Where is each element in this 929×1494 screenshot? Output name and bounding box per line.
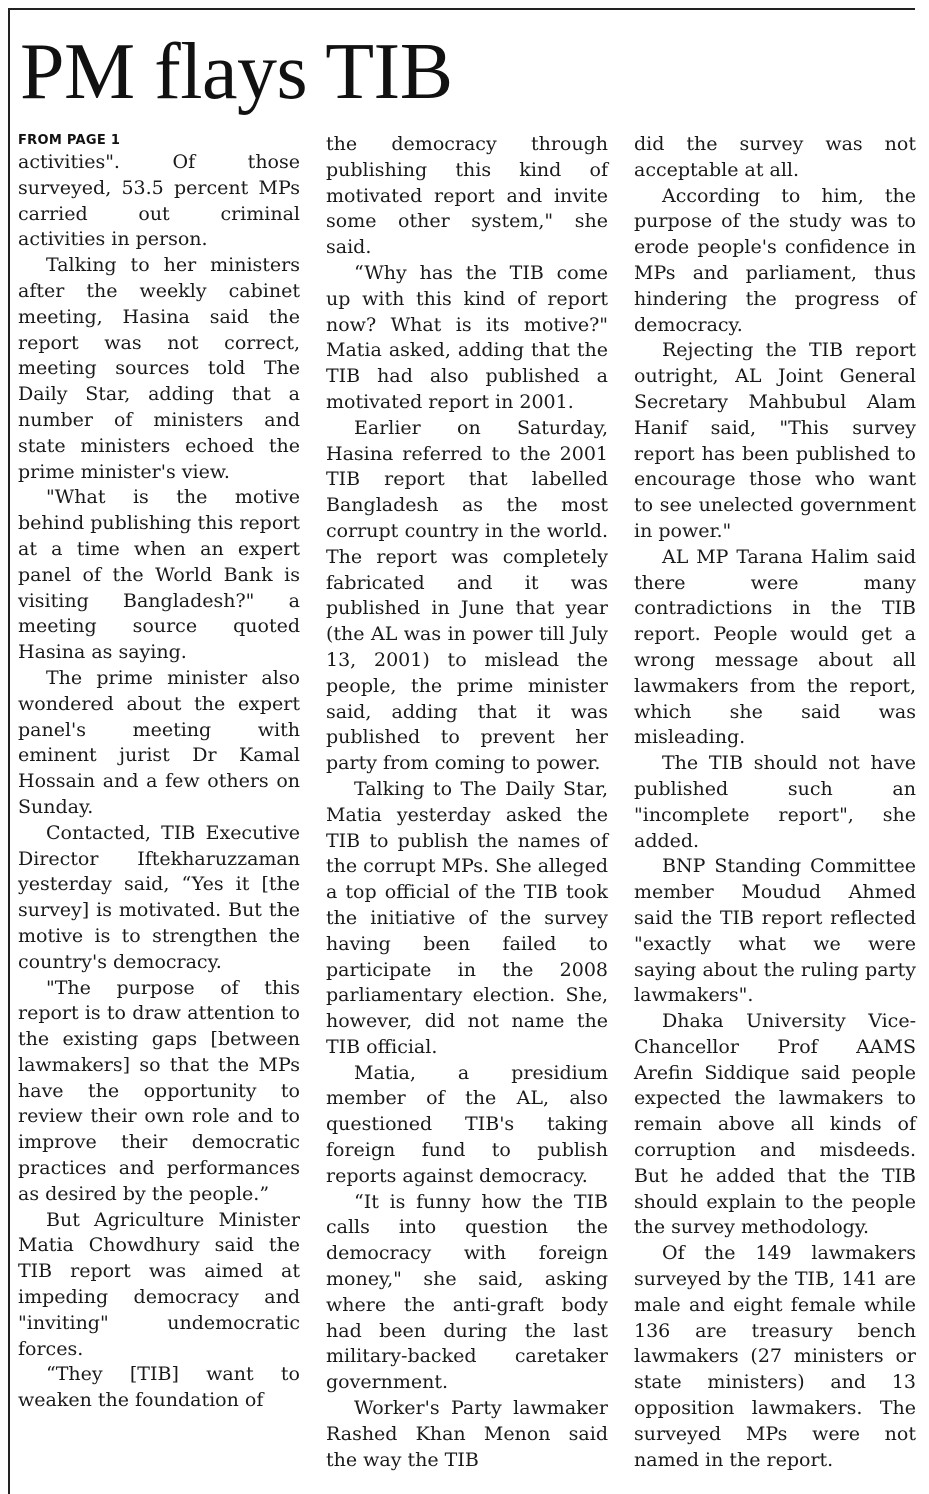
column-2 (326, 132, 608, 1473)
paragraph: “Why has the TIB come up with this kind of report now? What is its motive?" Matia asked, adding that the TIB had also published a motivated report in 2001. (326, 261, 608, 413)
paragraph: “They [TIB] want to weaken the foundation of (18, 1363, 300, 1412)
paragraph: Matia, a presidium member of the AL, also questioned TIB's taking foreign fund to publish reports against democracy. (326, 1061, 608, 1187)
paragraph: “It is funny how the TIB calls into question the democracy with foreign money," she said, asking where the anti-graft body had been during the last military-backed caretaker government. (326, 1190, 608, 1394)
column-1 (18, 132, 300, 1414)
headline: PM flays TIB (20, 28, 453, 116)
paragraph: "The purpose of this report is to draw attention to the existing gaps [between lawmakers] so that the MPs have the opportunity to review their own role and to improve their democratic practices and performances as desired by the people.” (18, 976, 300, 1205)
column-3 (634, 132, 916, 1473)
paragraph: Talking to her ministers after the weekly cabinet meeting, Hasina said the report was not correct, meeting sources told The Daily Star, adding that a number of ministers and state ministers echoed the prime minister's view. (18, 254, 300, 483)
paragraph: Dhaka University Vice-Chancellor Prof AAMS Arefin Siddique said people expected the lawmakers to remain above all kinds of corruption and misdeeds. But he added that the TIB should explain to the people the survey methodology. (634, 1010, 916, 1239)
paragraph: Contacted, TIB Executive Director Iftekharuzzaman yesterday said, “Yes it [the survey] is motivated. But the motive is to strengthen the country's democracy. (18, 821, 300, 973)
paragraph: Worker's Party lawmaker Rashed Khan Menon said the way the TIB (326, 1397, 608, 1471)
paragraph: Of the 149 lawmakers surveyed by the TIB, 141 are male and eight female while 136 are treasury bench lawmakers (27 ministers or state ministers) and 13 opposition lawmakers. The surveyed MPs were not named in the report. (634, 1242, 916, 1471)
paragraph: "What is the motive behind publishing this report at a time when an expert panel of the World Bank is visiting Bangladesh?" a meeting source quoted Hasina as saying. (18, 486, 300, 664)
paragraph: Talking to The Daily Star, Matia yesterday asked the TIB to publish the names of the corrupt MPs. She alleged a top official of the TIB took the initiative of the survey having been failed to participate in the 2008 parliamentary election. She, however, did not name the TIB official. (326, 777, 608, 1058)
paragraph: According to him, the purpose of the study was to erode people's confidence in MPs and parliament, thus hindering the progress of democracy. (634, 184, 916, 336)
top-rule (8, 8, 915, 10)
left-rule (8, 8, 10, 1494)
paragraph: BNP Standing Committee member Moudud Ahmed said the TIB report reflected "exactly what we were saying about the ruling party lawmakers". (634, 855, 916, 1007)
paragraph: activities". Of those surveyed, 53.5 percent MPs carried out criminal activities in person. (18, 151, 300, 251)
paragraph: The TIB should not have published such an "incomplete report", she added. (634, 752, 916, 852)
paragraph: Rejecting the TIB report outright, AL Joint General Secretary Mahbubul Alam Hanif said, "This survey report has been published to encourage those who want to see unelected government in power." (634, 339, 916, 542)
paragraph: AL MP Tarana Halim said there were many contradictions in the TIB report. People would get a wrong message about all lawmakers from the report, which she said was misleading. (634, 545, 916, 749)
paragraph: the democracy through publishing this kind of motivated report and invite some other system," she said. (326, 133, 608, 259)
paragraph: Earlier on Saturday, Hasina referred to the 2001 TIB report that labelled Bangladesh as the most corrupt country in the world. The report was completely fabricated and it was published in June that year (the AL was in power till July 13, 2001) to mislead the people, the prime minister said, adding that it was published to prevent her party from coming to power. (326, 416, 608, 775)
paragraph: did the survey was not acceptable at all. (634, 133, 916, 181)
paragraph: But Agriculture Minister Matia Chowdhury said the TIB report was aimed at impeding democracy and "inviting" undemocratic forces. (18, 1208, 300, 1360)
continuation-label: FROM PAGE 1 (18, 133, 121, 148)
paragraph: The prime minister also wondered about the expert panel's meeting with eminent jurist Dr Kamal Hossain and a few others on Sunday. (18, 666, 300, 818)
